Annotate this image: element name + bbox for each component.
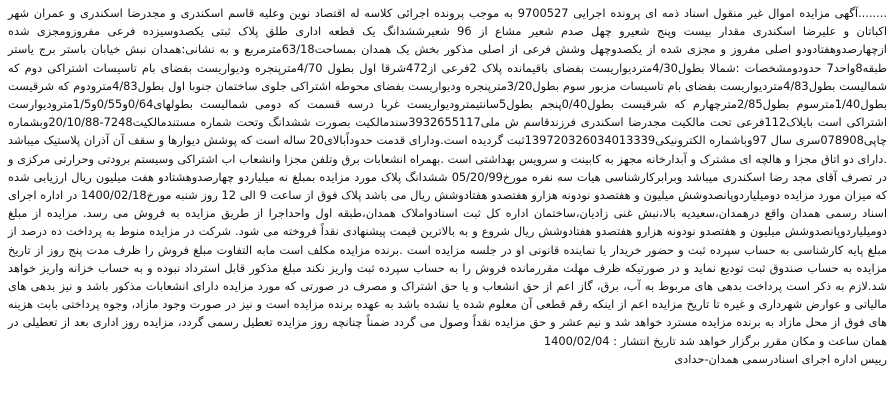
- notice-signature: رییس اداره اجرای اسنادرسمی همدان-حدادی: [674, 351, 887, 366]
- notice-body: ........آگهی مزایده اموال غیر منقول اسناد ذمه ای پرونده اجرایی 9700527 به موجب پرونده اجرائی کلاسه له اقتصاد نوین وعلیه قاسم اسکندری و مجدرضا اسکندری و عمران شهر اکباتان و علیرضا اسکندری مقدار بیست وپنج شعیرو چهل صدم شعیر مشاع از 96 شعیرششدانگ یک قطعه اداری طلق پلاک ثبتی یکصدوسیزده فرعی مفروزومجزی شده ازچهارصدوهفتادودو اصلی مفروز و مجزی شده از یکصدوچهل وشش فرعی از اصلی مذکور بخش یک همدان بمساحت63/18مترمربع و به نشانی:همدان نبش خیابان باستر برج یاستر طبقه8واحد7 حدودومشخصات :شمالا بطول4/30متردیواریست بفضای باقیمانده پلاک 2فرعی از472شرقا اول بطول 4/70مترپنجره ودیواریست بفضای بام تاسیسات اشتراکی دوم که شمالیست بطول4/83متردیواریست بفضای بام تاسیسات مزبور سوم بطول3/20مترپنجره ودیواریست بفضای محوطه اشتراکی جلوی ساختمان جنوبا اول بطول4/83مترودوم که شرقیست بطول1/40مترسوم بطول2/85مترچهارم که شرقیست بطول0/40پنجم بطول5سانتیمترودیواریست غربا درسه قسمت که دومی شمالیست بطولهای0/64و0/55و1/5مترودیوارست اشتراکی است بایلاک112فرعی تحت مالکیت مجدرضا اسکندری فرزندقاسم ش ملی3932655117سندمالکیت بصورت ششدانگ وتحت شماره مستندمالکیت7248-20/10/88وبشماره چاپی078908سری سال 97وباشماره الکترونیکی139720326034013339ثبت گردیده است.ودارای قدمت حدوداًبالای20 ساله است که پوشش دیوارها و سقف آن آذران پلاستیک میباشد .دارای دو اتاق مجزا و هالچه ای مشترک و آبدارخانه مجهز به کابینت و سرویس بهداشتی است .بهمراه انشعابات برق وتلفن مجزا وانشعاب اب اشتراکی وسیستم برودتی وحرارتی مرکزی و در تصرف آقای مجد رضا اسکندری میباشد وبرابرکارشناسی هیات سه نفره مورخ05/20/99 ششدانگ پلاک مورد مزایده بمبلغ نه میلیاردو چهارصدوهشتادو هفت میلیون ریال ارزیابی شده که میزان مورد مزایده دومیلیاردوپانصدوشش میلیون و هفتصدو نودونه هزارو هفتصدو هفتادوشش ریال می باشد پلاک فوق از ساعت 9 الی 12 روز شنبه مورخ1400/02/18 در اداره اجرای اسناد رسمی همدان واقع درهمدان،سعیدیه بالا،نبش غنی زادیان،ساختمان اداره کل ثبت اسنادواملاک همدان،طبقه اول واحداجرا از طریق مزایده به فروش می رسد. مزایده از مبلغ دومیلیاردوپانصدوشش میلیون و هفتصدو نودونه هزارو هفتصدو هفتادوشش ریال شروع و به بالاترین قیمت پیشنهادی نقداً فروخته می شود. شرکت در مزایده منوط به پرداخت ده درصد از مبلغ پایه کارشناسی به حساب سپرده ثبت و حضور خریدار یا نماینده قانونی او در جلسه مزایده است .برنده مزایده مکلف است مابه التفاوت مبلغ فروش را ظرف مدت پنج روز از تاریخ مزایده به حساب صندوق ثبت تودیع نماید و در صورتیکه ظرف مهلت مقررمانده فروش را به حساب سپرده ثبت واریز نکند مبلغ مذکور قابل استرداد نبوده و به حساب خزانه واریز خواهد شد.لازم به ذکر است پرداخت بدهی های مربوط به آب، برق، گاز اعم از حق انشعاب و یا حق اشتراک و مصرف در صورتی که مورد مزایده دارای انشعابات مذکور باشد و نیز بدهی های مالیاتی و عوارض شهرداری و غیره تا تاریخ مزایده اعم از اینکه رقم قطعی آن معلوم شده یا نشده باشد به عهده برنده مزایده است و نیز در صورت وجود مازاد، وجوه پرداختی بابت هزینه های فوق از محل مازاد به برنده مزایده مسترد خواهد شد و نیم عشر و حق مزایده نقداً وصول می گردد ضمناً چنانچه روز مزایده تعطیل رسمی گردد، مزایده روز اداری بعد از تعطیلی در همان ساعت و مکان مقرر برگزار خواهد شد تاریخ انتشار : 1400/02/04: [8, 6, 887, 348]
